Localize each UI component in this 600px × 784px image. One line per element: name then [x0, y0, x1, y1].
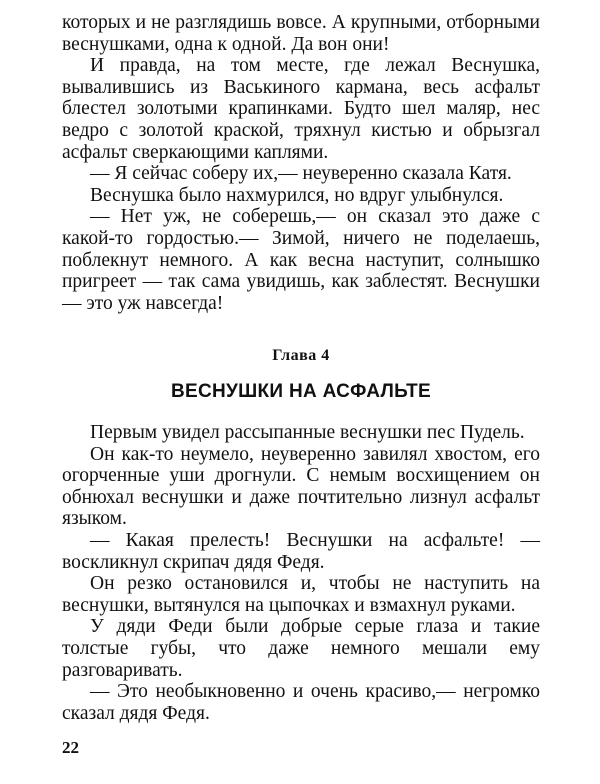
paragraph: — Какая прелесть! Веснушки на асфальте! — воскликнул скрипач дядя Федя. — [62, 529, 540, 573]
paragraph: Он как-то неумело, неуверенно завилял хвостом, его огорченные уши дрогнули. С немым восхищением он обнюхал веснушки и даже почтительно лизнул асфальт языком. — [62, 443, 540, 530]
paragraph: Веснушка было нахмурился, но вдруг улыбнулся. — [90, 184, 504, 206]
bottom-text-section — [62, 422, 540, 724]
paragraph-continuation: которых и не разглядишь вовсе. А крупными, отборными веснушками, одна к одной. Да вон они! — [62, 12, 540, 55]
page-number: 22 — [62, 738, 79, 757]
chapter-number: Глава 4 — [272, 347, 330, 364]
paragraph: — Это необыкновенно и очень красиво,— негромко сказал дядя Федя. — [62, 681, 540, 724]
paragraph: Он резко остановился и, чтобы не наступить на веснушки, вытянулся на цыпочках и взмахнул руками. — [62, 573, 540, 616]
chapter-title: ВЕСНУШКИ НА АСФАЛЬТЕ — [170, 381, 431, 402]
paragraph: И правда, на том месте, где лежал Веснушка, вывалившись из Васькиного кармана, весь асфальт блестел золотыми крапинками. Будто шел маляр, нес ведро с золотой краской, тряхнул кистью и обрызгал асфальт сверкающими каплями. — [62, 55, 540, 163]
paragraph: Первым увидел рассыпанные веснушки пес Пудель. — [90, 422, 525, 443]
paragraph: У дяди Феди были добрые серые глаза и такие толстые губы, что даже немного мешали ему разговаривать. — [62, 616, 540, 681]
paragraph: — Я сейчас соберу их,— неуверенно сказала Катя. — [90, 163, 512, 185]
paragraph: — Нет уж, не соберешь,— он сказал это даже с какой-то гордостью.— Зимой, ничего не поделаешь, поблекнут немного. А как весна наступит, солнышко пригреет — так сама увидишь, как заблестят. Веснушки — это уж навсегда! — [62, 206, 540, 314]
top-text-section — [62, 12, 540, 314]
